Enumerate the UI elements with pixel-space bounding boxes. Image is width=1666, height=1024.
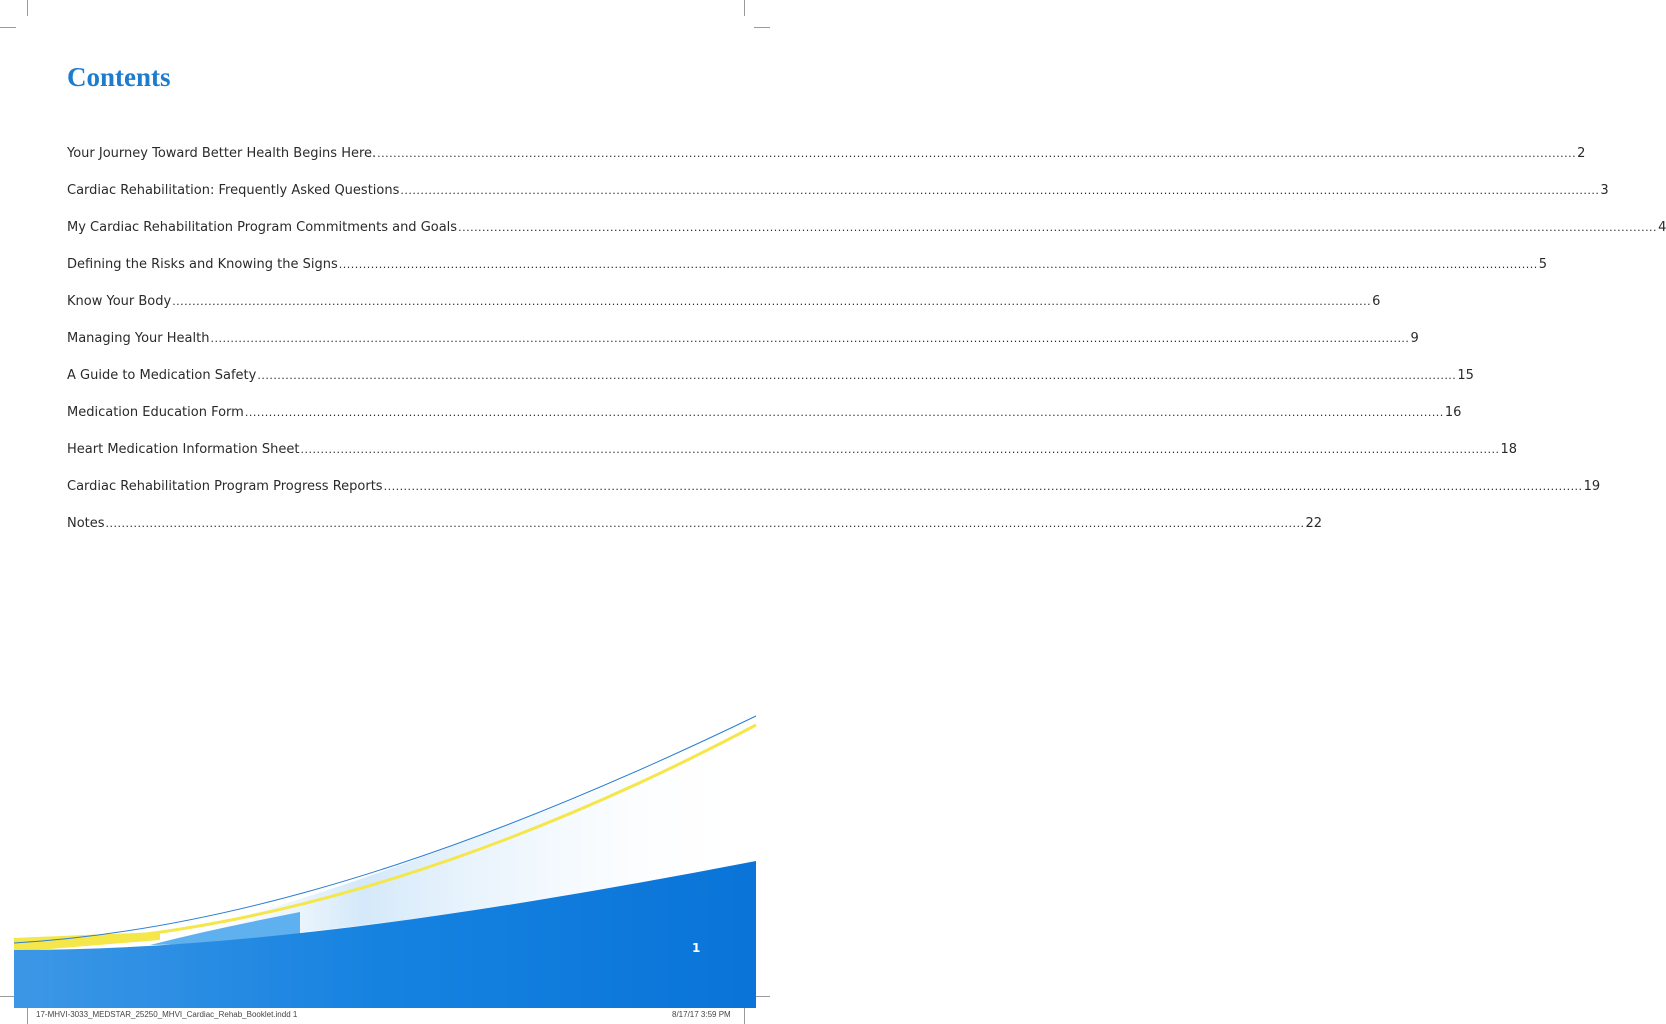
toc-entry-page: 18 <box>1500 442 1518 457</box>
toc-dot-leader: ............................................................................................................................................................................................................................................................................................................ <box>300 443 1500 456</box>
crop-mark-top-left-h <box>0 27 16 28</box>
toc-dot-leader: ............................................................................................................................................................................................................................................................................................................ <box>105 517 1305 530</box>
toc-entry-title: Managing Your Health <box>67 331 210 346</box>
toc-entry-page: 22 <box>1305 516 1323 531</box>
toc-entry[interactable] <box>67 219 1666 256</box>
toc-entry-title: Heart Medication Information Sheet <box>67 442 300 457</box>
toc-entry-title: Your Journey Toward Better Health Begins Here. <box>67 146 377 161</box>
page-title: Contents <box>67 62 171 92</box>
toc-dot-leader: ............................................................................................................................................................................................................................................................................................................ <box>383 480 1583 493</box>
toc-entry-title: Know Your Body <box>67 294 172 309</box>
toc-entry[interactable] <box>67 478 1601 515</box>
toc-entry-title: Defining the Risks and Knowing the Signs <box>67 257 338 272</box>
toc-entry[interactable] <box>67 182 1609 219</box>
toc-entry[interactable] <box>67 404 1462 441</box>
toc-entry[interactable] <box>67 515 1323 552</box>
toc-dot-leader: ............................................................................................................................................................................................................................................................................................................ <box>244 406 1444 419</box>
crop-mark-top-right <box>744 0 745 16</box>
toc-entry-title: Medication Education Form <box>67 405 244 420</box>
toc-entry[interactable] <box>67 330 1419 367</box>
toc-entry[interactable] <box>67 441 1518 478</box>
toc-entry-page: 16 <box>1444 405 1462 420</box>
toc-entry-page: 4 <box>1658 220 1666 235</box>
toc-entry-title: Cardiac Rehabilitation Program Progress Reports <box>67 479 383 494</box>
toc-entry[interactable] <box>67 145 1586 182</box>
toc-entry-page: 6 <box>1372 294 1381 309</box>
toc-entry-title: Cardiac Rehabilitation: Frequently Asked Questions <box>67 183 400 198</box>
crop-mark-top-left <box>27 0 28 16</box>
toc-dot-leader: ............................................................................................................................................................................................................................................................................................................ <box>377 147 1577 160</box>
toc-entry[interactable] <box>67 293 1381 330</box>
toc-dot-leader: ............................................................................................................................................................................................................................................................................................................ <box>210 332 1410 345</box>
page-number: 1 <box>692 941 701 955</box>
print-slug-filename: 17-MHVI-3033_MEDSTAR_25250_MHVI_Cardiac_Rehab_Booklet.indd 1 <box>36 1010 298 1019</box>
toc-entry[interactable] <box>67 256 1548 293</box>
toc-entry-title: Notes <box>67 516 105 531</box>
toc-dot-leader: ............................................................................................................................................................................................................................................................................................................ <box>338 258 1538 271</box>
toc-entry-page: 2 <box>1577 146 1586 161</box>
crop-mark-top-right-h <box>754 27 770 28</box>
toc-entry-title: A Guide to Medication Safety <box>67 368 257 383</box>
toc-entry-page: 19 <box>1583 479 1601 494</box>
print-slug-timestamp: 8/17/17 3:59 PM <box>672 1010 731 1019</box>
toc-entry-page: 9 <box>1410 331 1419 346</box>
toc-dot-leader: ............................................................................................................................................................................................................................................................................................................ <box>458 221 1658 234</box>
toc-entry-title: My Cardiac Rehabilitation Program Commitments and Goals <box>67 220 458 235</box>
toc-entry-page: 5 <box>1538 257 1548 272</box>
toc-dot-leader: ............................................................................................................................................................................................................................................................................................................ <box>172 295 1372 308</box>
toc-dot-leader: ............................................................................................................................................................................................................................................................................................................ <box>257 369 1457 382</box>
toc-entry[interactable] <box>67 367 1474 404</box>
toc-entry-page: 15 <box>1457 368 1474 383</box>
decorative-wave-graphic <box>0 700 770 1024</box>
table-of-contents <box>67 145 1666 552</box>
toc-dot-leader: ............................................................................................................................................................................................................................................................................................................ <box>400 184 1600 197</box>
toc-entry-page: 3 <box>1600 183 1609 198</box>
